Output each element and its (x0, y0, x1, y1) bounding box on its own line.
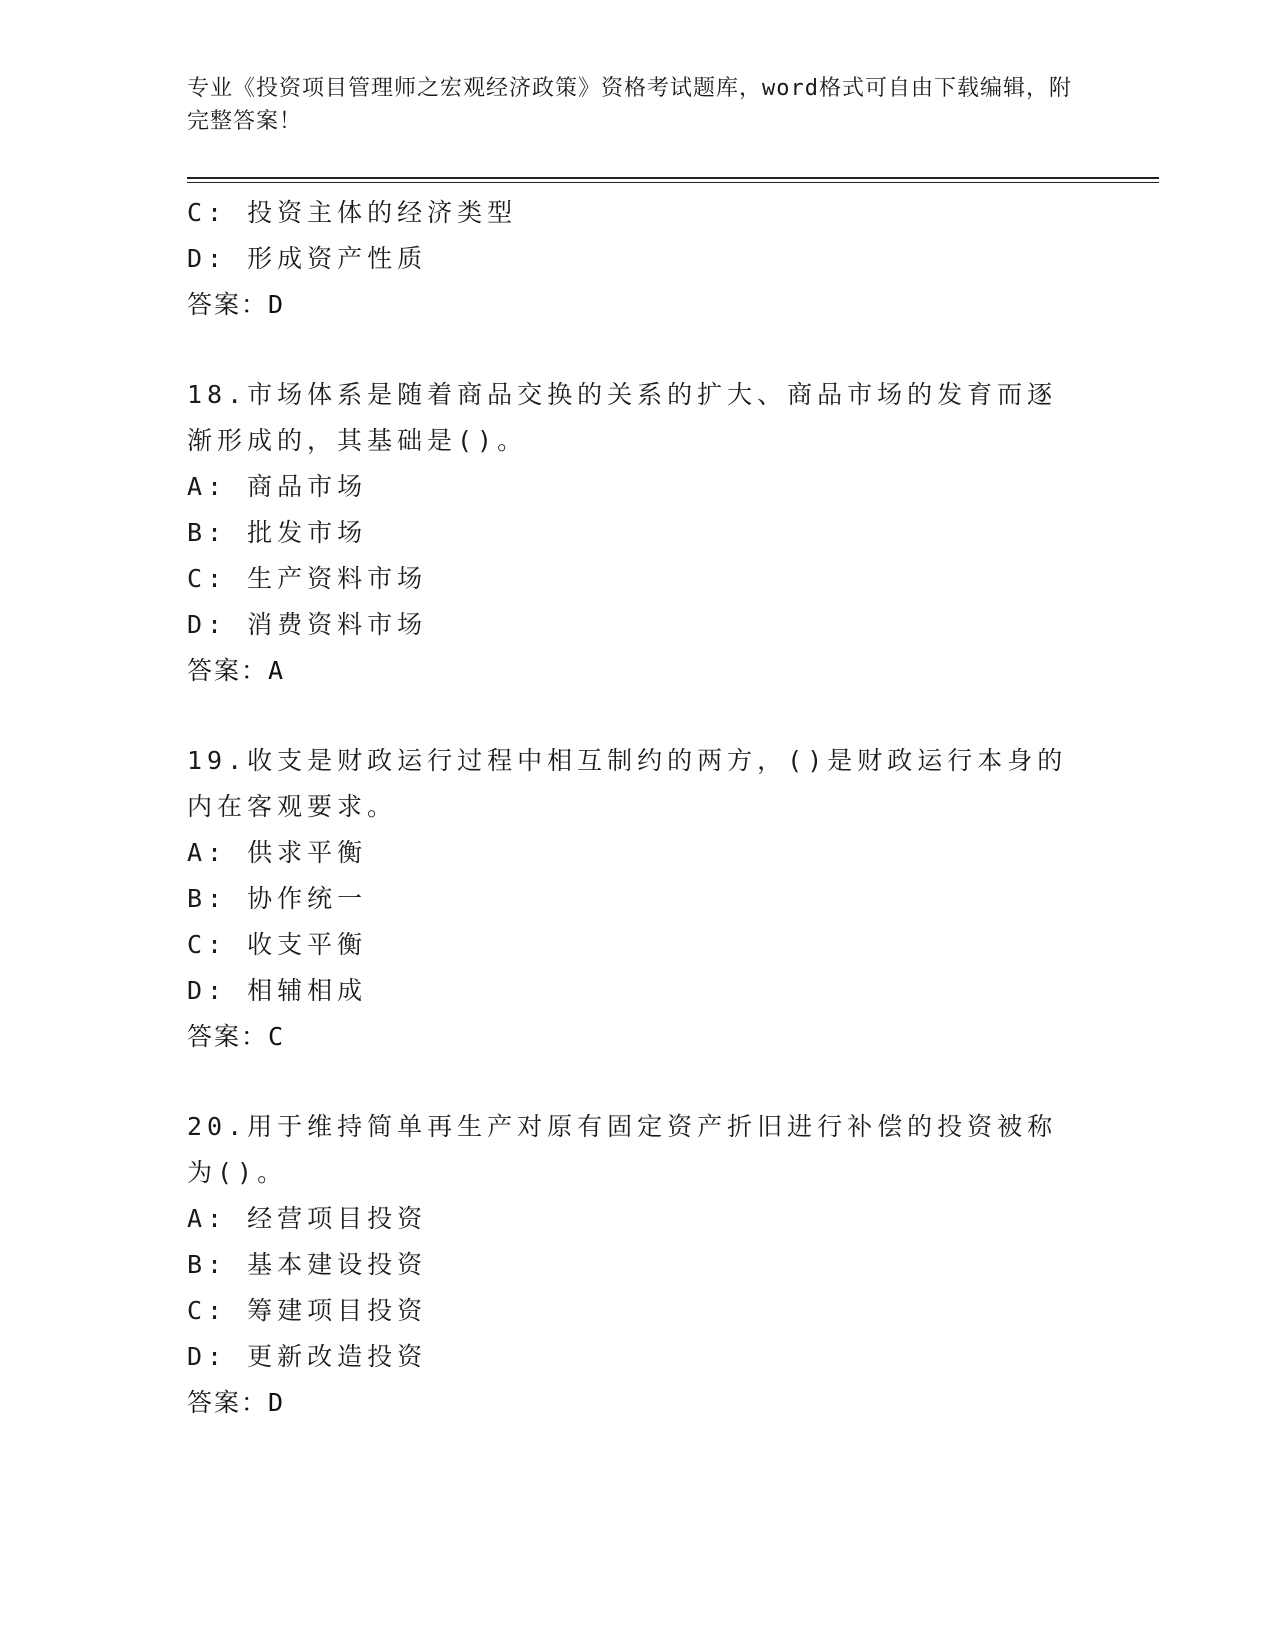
question-content (187, 190, 1087, 1426)
option-letter: D: (187, 610, 228, 639)
answer-line: 答案：A (187, 656, 286, 685)
option-a (187, 830, 1087, 876)
option-d (187, 236, 1087, 282)
question-stem (187, 738, 1087, 830)
option-b (187, 876, 1087, 922)
answer-line: 答案：D (187, 290, 286, 319)
option-text: 经营项目投资 (247, 1204, 428, 1233)
question-block-20 (187, 1104, 1087, 1426)
question-text: 收支是财政运行过程中相互制约的两方，()是财政运行本身的内在客观要求。 (187, 746, 1068, 821)
option-c (187, 922, 1087, 968)
option-text: 批发市场 (247, 518, 368, 547)
question-block-18 (187, 372, 1087, 694)
option-letter: B: (187, 884, 228, 913)
spacer (187, 328, 1087, 372)
option-letter: C: (187, 564, 228, 593)
option-text: 基本建设投资 (247, 1250, 428, 1279)
spacer (187, 1060, 1087, 1104)
option-text: 更新改造投资 (247, 1342, 428, 1371)
question-number: 20. (187, 1112, 248, 1141)
option-text: 筹建项目投资 (247, 1296, 428, 1325)
question-number: 19. (187, 746, 248, 775)
option-text: 生产资料市场 (247, 564, 428, 593)
option-letter: A: (187, 1204, 228, 1233)
option-letter: B: (187, 1250, 228, 1279)
question-stem (187, 1104, 1087, 1196)
spacer (187, 694, 1087, 738)
option-b (187, 510, 1087, 556)
option-text: 消费资料市场 (247, 610, 428, 639)
option-text: 相辅相成 (247, 976, 368, 1005)
question-block-19 (187, 738, 1087, 1060)
option-text: 形成资产性质 (247, 244, 428, 273)
prev-question-block (187, 190, 1087, 328)
option-b (187, 1242, 1087, 1288)
option-letter: C: (187, 930, 228, 959)
option-text: 商品市场 (247, 472, 368, 501)
question-text: 用于维持简单再生产对原有固定资产折旧进行补偿的投资被称为()。 (187, 1112, 1058, 1187)
header-rule-thick (187, 177, 1159, 179)
option-letter: C: (187, 198, 228, 227)
option-text: 收支平衡 (247, 930, 368, 959)
option-text: 协作统一 (247, 884, 368, 913)
option-letter: A: (187, 472, 228, 501)
option-a (187, 1196, 1087, 1242)
option-letter: B: (187, 518, 228, 547)
answer-line: 答案：C (187, 1022, 286, 1051)
option-c (187, 190, 1087, 236)
answer-line: 答案：D (187, 1388, 286, 1417)
option-letter: D: (187, 244, 228, 273)
option-c (187, 556, 1087, 602)
question-stem (187, 372, 1087, 464)
option-letter: C: (187, 1296, 228, 1325)
option-c (187, 1288, 1087, 1334)
option-text: 投资主体的经济类型 (247, 198, 518, 227)
option-d (187, 602, 1087, 648)
option-a (187, 464, 1087, 510)
option-letter: D: (187, 1342, 228, 1371)
option-text: 供求平衡 (247, 838, 368, 867)
question-number: 18. (187, 380, 248, 409)
option-letter: A: (187, 838, 228, 867)
option-letter: D: (187, 976, 228, 1005)
page-header: 专业《投资项目管理师之宏观经济政策》资格考试题库，word格式可自由下载编辑，附完整答案！ (187, 76, 1072, 134)
header-rule-thin (187, 182, 1159, 183)
option-d (187, 1334, 1087, 1380)
question-text: 市场体系是随着商品交换的关系的扩大、商品市场的发育而逐渐形成的，其基础是()。 (187, 380, 1058, 455)
option-d (187, 968, 1087, 1014)
